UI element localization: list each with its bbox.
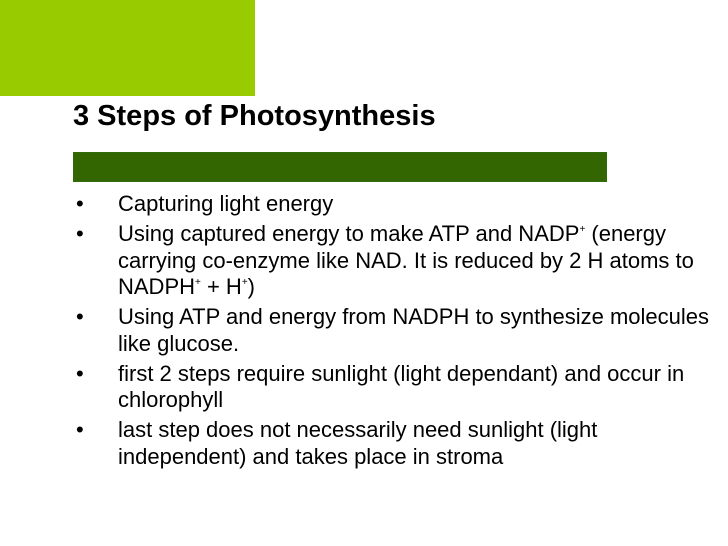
bullet-item-using-energy	[72, 221, 728, 301]
bullet-text: last step does not necessarily need sunlight (light independent) and takes place in stroma	[118, 417, 598, 469]
bullet-text-part-a: Using captured energy to make ATP and NADP	[118, 221, 580, 247]
bullet-list	[72, 191, 728, 474]
bullet-dot-icon: •	[76, 360, 84, 386]
bullet-dot-icon: •	[76, 221, 84, 247]
bullet-text: Capturing light energy	[118, 191, 334, 216]
bullet-text: first 2 steps require sunlight (light dependant) and occur in chlorophyll	[118, 360, 685, 413]
bullet-item-atp-nadph	[72, 304, 728, 357]
accent-block	[0, 0, 255, 96]
bullet-text-part-c: + H	[200, 274, 242, 300]
bullet-item-capturing-light	[72, 191, 728, 218]
superscript-plus: +	[579, 224, 586, 236]
superscript-plus: +	[241, 277, 248, 289]
bullet-text-part-d: )	[247, 274, 255, 300]
bullet-text: Using ATP and energy from NADPH to synthesize molecules like glucose.	[118, 304, 710, 356]
bullet-item-first-two-steps	[72, 361, 728, 414]
bullet-dot-icon: •	[76, 304, 84, 330]
bullet-dot-icon: •	[76, 417, 84, 443]
bullet-item-last-step	[72, 417, 728, 470]
title-divider	[73, 152, 607, 182]
bullet-dot-icon: •	[76, 191, 84, 216]
slide-title: 3 Steps of Photosynthesis	[73, 100, 436, 132]
superscript-plus: +	[195, 277, 201, 289]
bullet-text-part-b: (energy carrying co-enzyme like NAD. It is reduced by 2 H atoms to NADPH	[118, 221, 694, 300]
